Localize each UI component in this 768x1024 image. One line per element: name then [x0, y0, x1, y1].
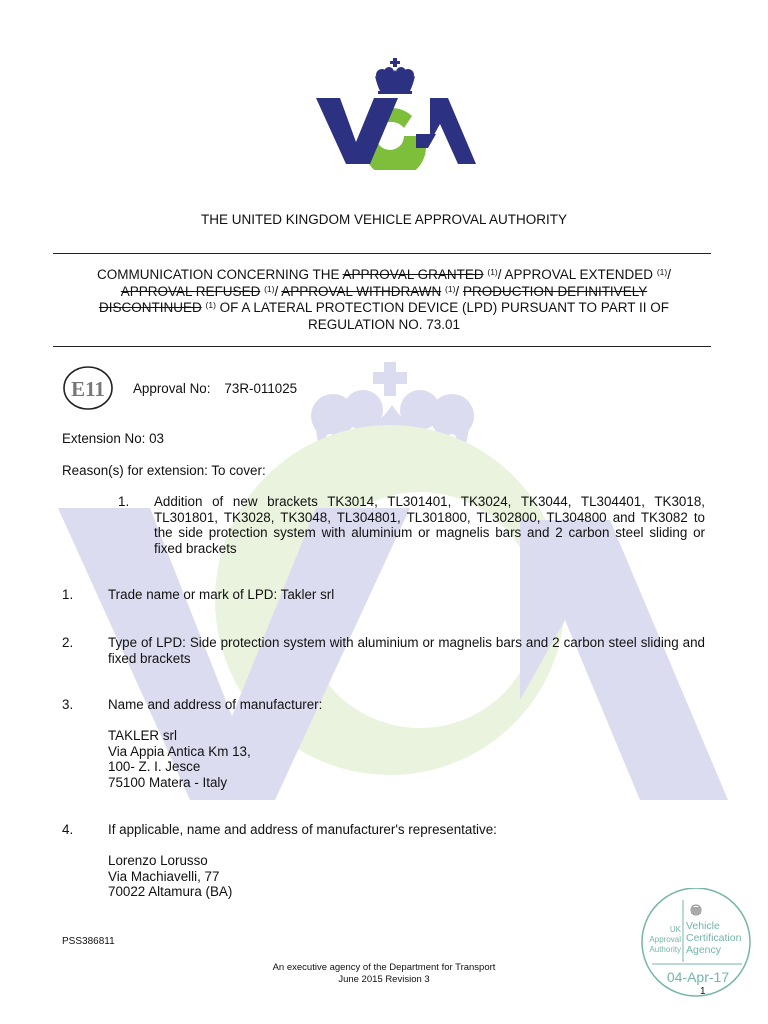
vca-logo	[312, 58, 478, 170]
reason-label: Reason(s) for extension: To cover:	[62, 463, 266, 478]
bottom-divider	[53, 346, 711, 347]
svg-text:Agency: Agency	[686, 944, 722, 956]
struck-production-discontinued: PRODUCTION DEFINITIVELY DISCONTINUED	[98, 283, 648, 315]
item-lpd-type: Type of LPD: Side protection system with aluminium or magnelis bars and 2 carbon steel sliding and fixed brackets	[108, 635, 705, 666]
reason-text: Addition of new brackets TK3014, TL301401, TK3024, TK3044, TL304401, TK3018, TL301801, TK3028, TK3048, TL304801, TL301800, TL302800, TL304800 and TK3082 to the side protection system with aluminium or magnelis bars and 2 carbon steel sliding or fixed brackets	[154, 494, 705, 556]
crown-icon	[375, 58, 415, 94]
svg-text:Vehicle: Vehicle	[686, 920, 720, 932]
e-mark-circle	[62, 365, 114, 411]
svg-text:Approval: Approval	[649, 935, 681, 944]
item-number: 2.	[62, 635, 74, 650]
struck-approval-refused: APPROVAL REFUSED	[120, 283, 261, 299]
page-number: 1	[700, 986, 706, 997]
approval-number: 73R-011025	[224, 381, 298, 396]
item-manufacturer: Name and address of manufacturer:	[108, 697, 323, 712]
address-line: 70022 Altamura (BA)	[108, 884, 233, 900]
struck-approval-withdrawn: APPROVAL WITHDRAWN	[281, 283, 442, 299]
manufacturer-address	[108, 728, 251, 790]
address-line: Lorenzo Lorusso	[108, 853, 208, 868]
document-reference: PSS386811	[62, 936, 115, 947]
address-line: 100- Z. I. Jesce	[108, 759, 201, 775]
approval-number-row	[133, 381, 297, 396]
footer-agency: An executive agency of the Department for Transport	[272, 962, 496, 973]
address-line: 75100 Matera - Italy	[108, 774, 228, 790]
item-number: 3.	[62, 697, 74, 712]
footer-revision: June 2015 Revision 3	[338, 974, 430, 985]
e-mark-text: E11	[71, 377, 105, 401]
representative-address	[108, 853, 232, 900]
item-trade-name: Trade name or mark of LPD: Takler srl	[108, 587, 335, 602]
item-number: 1.	[62, 587, 74, 602]
communication-heading: COMMUNICATION CONCERNING THE APPROVAL GRANTED $^{(1)}$/ APPROVAL EXTENDED $^{(1)}$/ APPROVAL REFUSED $^{(1)}$/ APPROVAL WITHDRAWN $^{(1)}$/ PRODUCTION DEFINITIVELY DISCONTINUED $^{(1)}$ OF A LATERAL PROTECTION DEVICE (LPD) PURSUANT TO PART II OF REGULATION NO. 73.01	[97, 267, 671, 332]
struck-approval-granted: APPROVAL GRANTED	[342, 267, 484, 282]
approval-label: Approval No:	[133, 381, 211, 396]
approval-extended: APPROVAL EXTENDED	[504, 267, 657, 282]
svg-text:Certification: Certification	[686, 932, 742, 944]
address-line: TAKLER srl	[108, 728, 177, 743]
address-line: Via Machiavelli, 77	[108, 868, 220, 884]
stamp-crest-icon	[691, 905, 701, 915]
extension-number: Extension No: 03	[62, 431, 164, 446]
authority-title: THE UNITED KINGDOM VEHICLE APPROVAL AUTHORITY	[200, 212, 568, 227]
item-number: 4.	[62, 822, 74, 837]
address-line: Via Appia Antica Km 13,	[108, 743, 251, 759]
svg-text:UK: UK	[669, 925, 681, 934]
stamp-date: 04-Apr-17	[666, 969, 730, 985]
svg-text:Authority: Authority	[649, 945, 681, 954]
vca-approval-stamp	[638, 888, 756, 998]
item-representative: If applicable, name and address of manufacturer's representative:	[108, 822, 497, 837]
reason-number: 1.	[118, 494, 130, 509]
top-divider	[53, 253, 711, 254]
